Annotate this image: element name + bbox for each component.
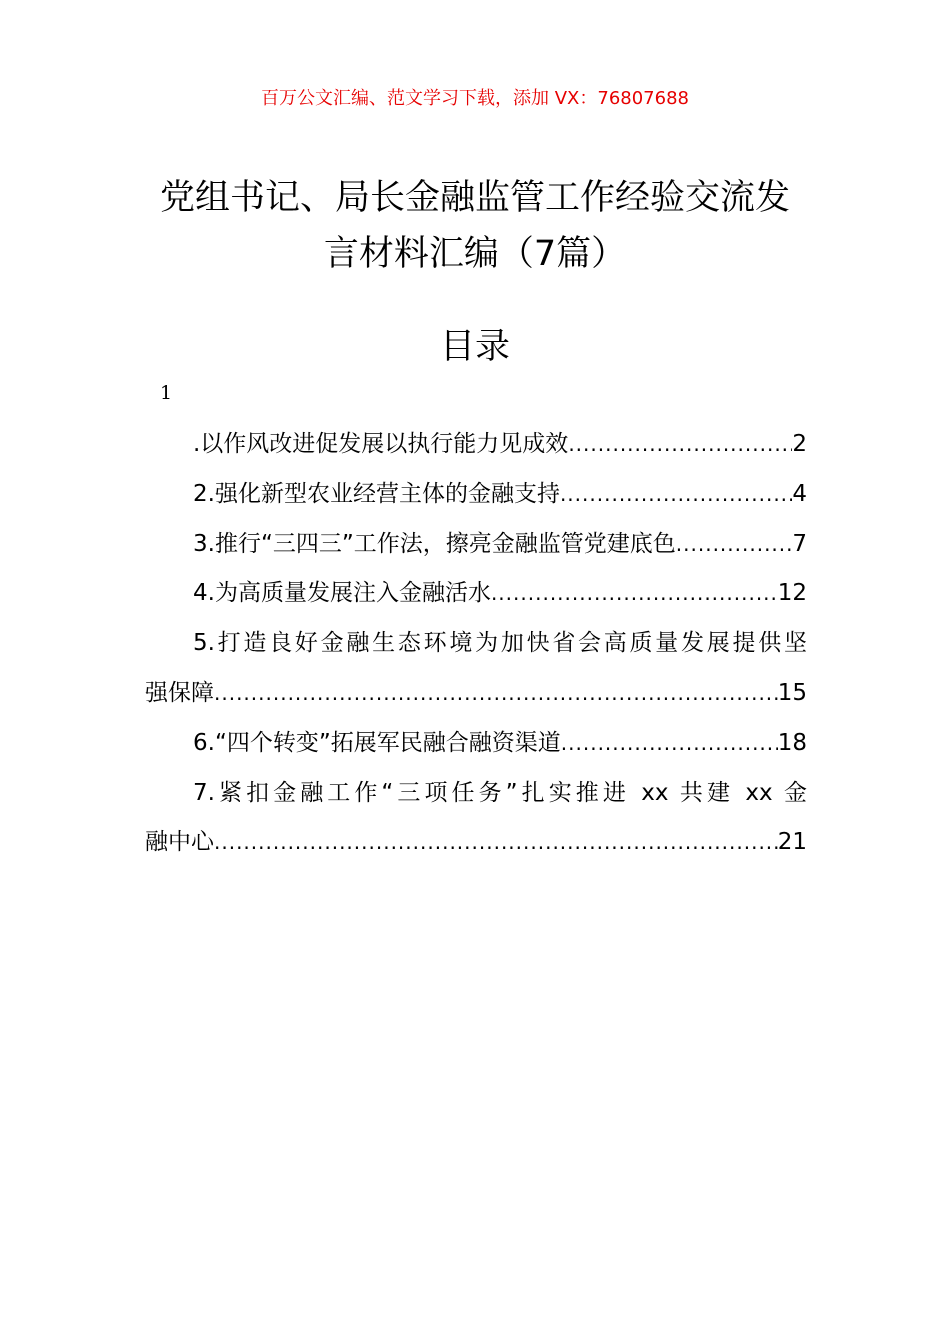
toc-leader: [560, 470, 792, 520]
header-note: 百万公文汇编、范文学习下载，添加 VX：76807688: [261, 88, 689, 109]
toc-leader: [676, 520, 793, 570]
toc-entry-page: 18: [777, 729, 807, 756]
toc-entry-page: 2: [792, 431, 807, 457]
toc-entry-text-line-1: 7.紧扣金融工作“三项任务”扎实推进 xx 共建 xx 金: [193, 779, 807, 806]
toc-leader: [214, 669, 778, 719]
toc-entry-3[interactable]: [145, 520, 807, 570]
document-title: [120, 170, 830, 282]
toc-entry-2[interactable]: [145, 470, 807, 520]
toc-entry-page: 12: [777, 580, 807, 607]
toc-entry-text: 3.推行“三四三”工作法，擦亮金融监管党建底色: [193, 530, 676, 557]
toc-entry-7[interactable]: [145, 769, 807, 869]
toc-entry-6[interactable]: [145, 719, 807, 769]
toc-entry-text: 2.强化新型农业经营主体的金融支持: [193, 480, 560, 507]
toc-entry-5[interactable]: [145, 619, 807, 719]
toc-entry-1[interactable]: [145, 420, 807, 470]
toc-leader: [491, 569, 778, 619]
toc-entry-page: 21: [777, 829, 807, 856]
toc-entry-text-line-2: 强保障: [145, 679, 214, 706]
toc-entry-text: .以作风改进促发展以执行能力见成效: [193, 431, 569, 457]
toc-leader: [568, 420, 792, 470]
toc-entry-page: 7: [792, 530, 807, 557]
toc-entry-text-line-2: 融中心: [145, 829, 214, 856]
toc-entry-page: 4: [792, 480, 807, 507]
toc-entry-text: 4.为高质量发展注入金融活水: [193, 580, 491, 607]
title-line-2: 言材料汇编（7篇）: [323, 234, 627, 274]
page-marker: 1: [160, 382, 173, 404]
toc-leader: [214, 818, 778, 868]
toc-entry-4[interactable]: [145, 569, 807, 619]
toc-entry-page: 15: [777, 679, 807, 706]
toc-heading: 目录: [439, 327, 510, 367]
toc-entry-text: 6.“四个转变”拓展军民融合融资渠道: [193, 729, 561, 756]
toc-leader: [561, 719, 778, 769]
table-of-contents: [145, 420, 807, 868]
title-line-1: 党组书记、局长金融监管工作经验交流发: [159, 178, 790, 218]
toc-entry-text-line-1: 5.打造良好金融生态环境为加快省会高质量发展提供坚: [193, 630, 807, 657]
